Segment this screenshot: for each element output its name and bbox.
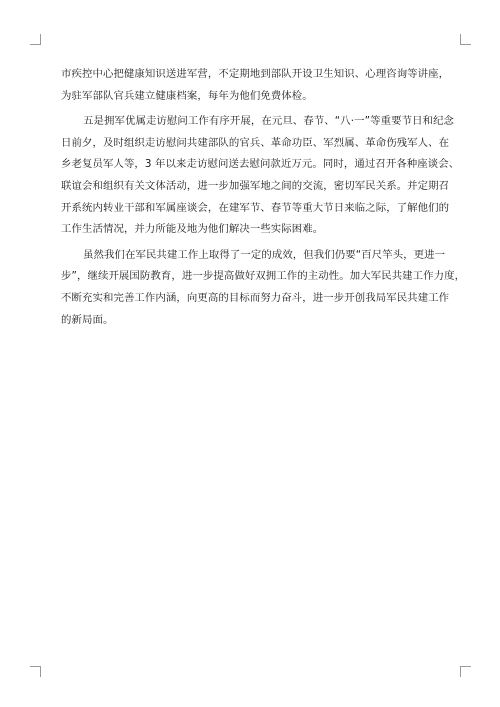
crop-mark-top-left xyxy=(30,34,41,45)
text-line: 不断充实和完善工作内涵，向更高的目标而努力奋斗，进一步开创我局军民共建工作 xyxy=(61,291,450,304)
text-line: 步”，继续开展国防教育，进一步提高做好双拥工作的主动性。加大军民共建工作力度， xyxy=(61,270,466,283)
text-line: 五是拥军优属走访慰问工作有序开展，在元旦、春节、“八·一”等重要节日和纪念 xyxy=(83,115,455,128)
text-line: 虽然我们在军民共建工作上取得了一定的成效，但我们仍要“百尺竿头，更进一 xyxy=(83,248,446,261)
crop-mark-bottom-left xyxy=(30,666,41,677)
paragraph-2 xyxy=(61,111,460,241)
paragraph-1 xyxy=(61,64,450,107)
text-line: 日前夕，及时组织走访慰问共建部队的官兵、革命功臣、军烈属、革命伤残军人、在 xyxy=(61,136,450,149)
text-line: 市疾控中心把健康知识送进军营，不定期地到部队开设卫生知识、心理咨询等讲座， xyxy=(61,68,450,80)
text-line: 开系统内转业干部和军属座谈会，在建军节、春节等重大节日来临之际，了解他们的 xyxy=(61,201,450,214)
crop-mark-top-right xyxy=(460,34,471,45)
text-line: 联谊会和组织有关文体活动，进一步加强军地之间的交流，密切军民关系。并定期召 xyxy=(61,179,450,192)
crop-mark-bottom-right xyxy=(460,666,471,677)
text-line: 乡老复员军人等，3 年以来走访慰问送去慰问款近万元。同时，通过召开各种座谈会、 xyxy=(61,158,460,171)
paragraph-3 xyxy=(61,245,466,331)
text-line: 工作生活情况，并力所能及地为他们解决一些实际困难。 xyxy=(61,223,324,236)
text-line: 为驻军部队官兵建立健康档案，每年为他们免费体检。 xyxy=(61,89,313,102)
text-line: 的新局面。 xyxy=(61,313,114,326)
document-body xyxy=(61,64,466,331)
